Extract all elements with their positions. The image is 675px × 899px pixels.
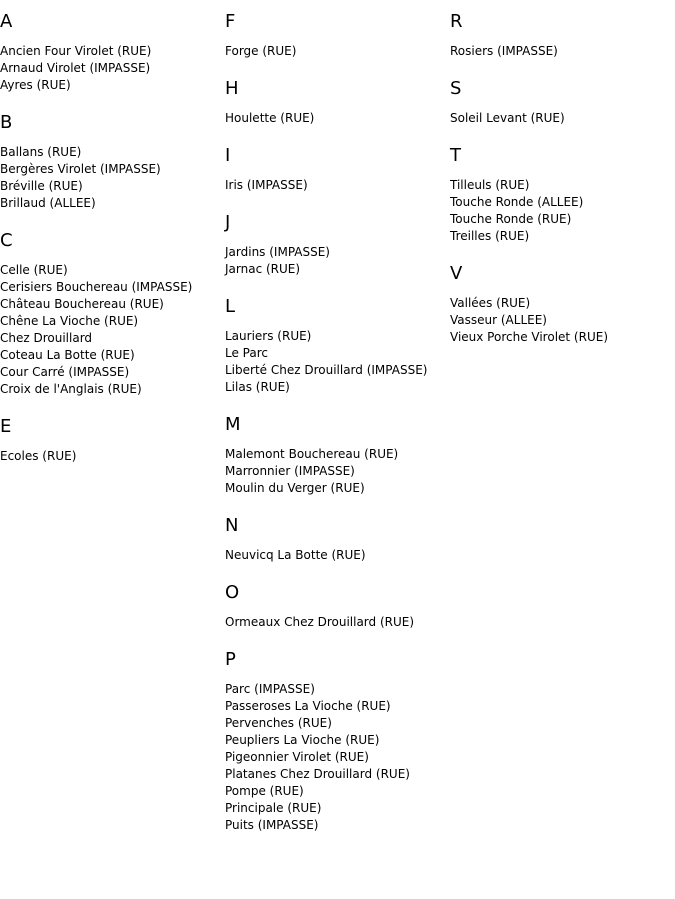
street-list <box>450 43 675 60</box>
street-link[interactable]: Forge (RUE) <box>225 44 297 58</box>
street-list <box>225 43 450 60</box>
street-link[interactable]: Pervenches (RUE) <box>225 716 332 730</box>
letter-heading: M <box>225 414 241 435</box>
letter-group <box>0 417 225 465</box>
street-list <box>450 110 675 127</box>
street-link[interactable]: Parc (IMPASSE) <box>225 682 315 696</box>
street-link[interactable]: Vasseur (ALLEE) <box>450 313 547 327</box>
letter-group <box>225 516 450 564</box>
street-link[interactable]: Tilleuls (RUE) <box>450 178 530 192</box>
street-link[interactable]: Bréville (RUE) <box>0 179 83 193</box>
letter-group <box>225 79 450 127</box>
street-link[interactable]: Houlette (RUE) <box>225 111 315 125</box>
street-link[interactable]: Cour Carré (IMPASSE) <box>0 365 130 379</box>
street-list <box>225 244 450 278</box>
letter-heading: J <box>225 212 231 233</box>
street-list <box>225 110 450 127</box>
street-link[interactable]: Ormeaux Chez Drouillard (RUE) <box>225 615 415 629</box>
street-link[interactable]: Principale (RUE) <box>225 801 322 815</box>
street-link[interactable]: Bergères Virolet (IMPASSE) <box>0 162 161 176</box>
letter-heading: I <box>225 145 231 166</box>
street-link[interactable]: Vallées (RUE) <box>450 296 531 310</box>
street-link[interactable]: Iris (IMPASSE) <box>225 178 308 192</box>
street-link[interactable]: Le Parc <box>225 346 268 360</box>
letter-group <box>450 12 675 60</box>
street-link[interactable]: Croix de l'Anglais (RUE) <box>0 382 142 396</box>
street-link[interactable]: Ayres (RUE) <box>0 78 71 92</box>
letter-heading: V <box>450 263 463 284</box>
street-list <box>225 328 450 396</box>
letter-heading: L <box>225 296 236 317</box>
street-list <box>450 177 675 245</box>
street-index-column <box>0 12 225 484</box>
letter-group <box>450 264 675 346</box>
street-link[interactable]: Ballans (RUE) <box>0 145 82 159</box>
letter-heading: C <box>0 230 13 251</box>
letter-group <box>225 415 450 497</box>
street-link[interactable]: Ancien Four Virolet (RUE) <box>0 44 152 58</box>
street-list <box>450 295 675 346</box>
street-link[interactable]: Ecoles (RUE) <box>0 449 77 463</box>
street-link[interactable]: Château Bouchereau (RUE) <box>0 297 164 311</box>
letter-group <box>0 113 225 212</box>
letter-group <box>450 79 675 127</box>
letter-heading: B <box>0 112 13 133</box>
letter-heading: F <box>225 11 236 32</box>
street-link[interactable]: Malemont Bouchereau (RUE) <box>225 447 399 461</box>
street-link[interactable]: Lilas (RUE) <box>225 380 290 394</box>
street-link[interactable]: Soleil Levant (RUE) <box>450 111 565 125</box>
street-link[interactable]: Pigeonnier Virolet (RUE) <box>225 750 369 764</box>
street-link[interactable]: Arnaud Virolet (IMPASSE) <box>0 61 151 75</box>
street-list <box>0 144 225 212</box>
street-link[interactable]: Celle (RUE) <box>0 263 68 277</box>
street-link[interactable]: Cerisiers Bouchereau (IMPASSE) <box>0 280 193 294</box>
street-list <box>0 43 225 94</box>
street-link[interactable]: Peupliers La Vioche (RUE) <box>225 733 380 747</box>
letter-group <box>450 146 675 245</box>
letter-group <box>225 650 450 834</box>
street-list <box>225 177 450 194</box>
street-link[interactable]: Moulin du Verger (RUE) <box>225 481 365 495</box>
street-link[interactable]: Chez Drouillard <box>0 331 93 345</box>
letter-heading: P <box>225 649 236 670</box>
street-list <box>225 614 450 631</box>
street-link[interactable]: Touche Ronde (ALLEE) <box>450 195 584 209</box>
street-link[interactable]: Pompe (RUE) <box>225 784 304 798</box>
letter-group <box>225 583 450 631</box>
street-link[interactable]: Puits (IMPASSE) <box>225 818 319 832</box>
street-link[interactable]: Vieux Porche Virolet (RUE) <box>450 330 608 344</box>
street-link[interactable]: Brillaud (ALLEE) <box>0 196 96 210</box>
street-index-column <box>225 12 450 853</box>
street-list <box>225 446 450 497</box>
street-link[interactable]: Marronnier (IMPASSE) <box>225 464 355 478</box>
letter-heading: H <box>225 78 239 99</box>
street-link[interactable]: Treilles (RUE) <box>450 229 530 243</box>
street-list <box>0 262 225 398</box>
letter-heading: S <box>450 78 462 99</box>
street-link[interactable]: Jarnac (RUE) <box>225 262 301 276</box>
letter-group <box>225 12 450 60</box>
letter-heading: E <box>0 416 12 437</box>
letter-group <box>0 12 225 94</box>
street-index-column <box>450 12 675 365</box>
street-link[interactable]: Passeroses La Vioche (RUE) <box>225 699 391 713</box>
street-link[interactable]: Liberté Chez Drouillard (IMPASSE) <box>225 363 428 377</box>
letter-heading: A <box>0 11 13 32</box>
street-link[interactable]: Lauriers (RUE) <box>225 329 312 343</box>
street-link[interactable]: Jardins (IMPASSE) <box>225 245 330 259</box>
street-link[interactable]: Coteau La Botte (RUE) <box>0 348 135 362</box>
letter-group <box>225 213 450 278</box>
letter-heading: T <box>450 145 461 166</box>
street-link[interactable]: Platanes Chez Drouillard (RUE) <box>225 767 410 781</box>
street-link[interactable]: Neuvicq La Botte (RUE) <box>225 548 366 562</box>
street-link[interactable]: Rosiers (IMPASSE) <box>450 44 558 58</box>
street-list <box>225 547 450 564</box>
letter-group <box>225 297 450 396</box>
letter-heading: R <box>450 11 463 32</box>
letter-group <box>0 231 225 398</box>
street-link[interactable]: Touche Ronde (RUE) <box>450 212 572 226</box>
letter-heading: O <box>225 582 240 603</box>
street-list <box>0 448 225 465</box>
street-list <box>225 681 450 834</box>
street-link[interactable]: Chêne La Vioche (RUE) <box>0 314 139 328</box>
letter-heading: N <box>225 515 239 536</box>
letter-group <box>225 146 450 194</box>
